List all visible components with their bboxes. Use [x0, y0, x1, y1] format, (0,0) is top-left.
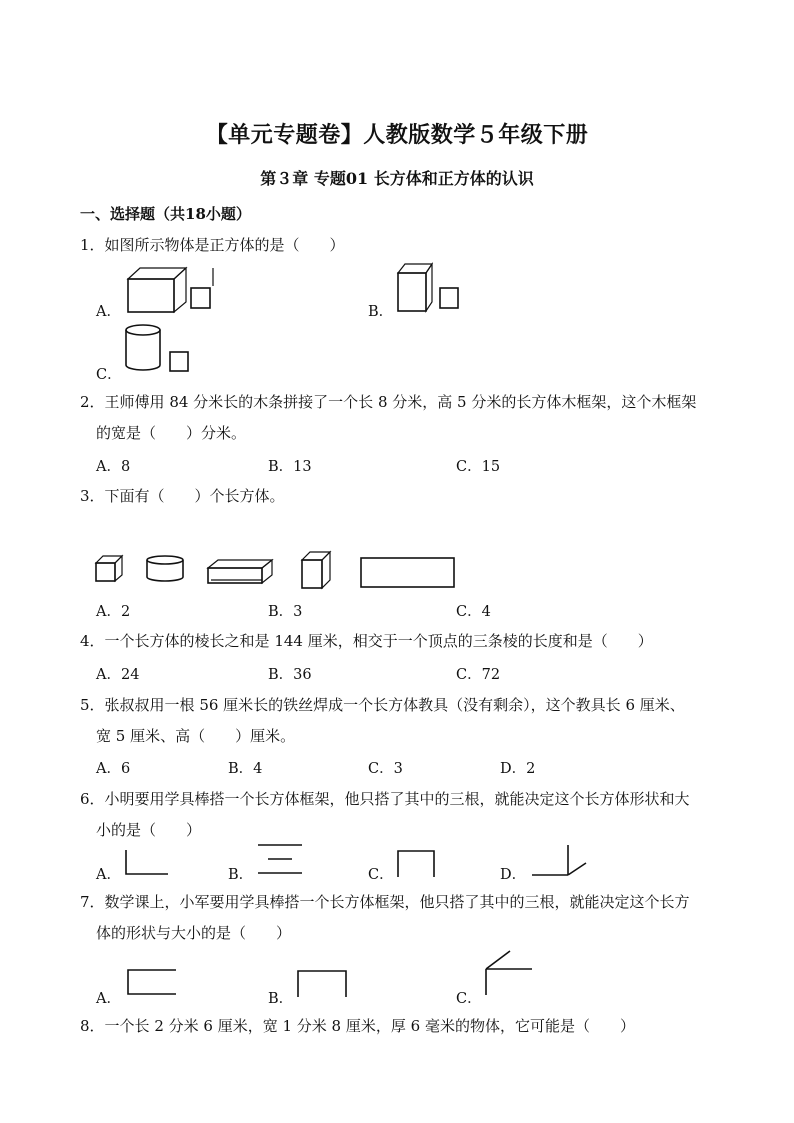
- question-number: 4．: [80, 632, 105, 650]
- corner-three-edges-icon[interactable]: [530, 843, 590, 879]
- corner-three-edges-icon[interactable]: [482, 949, 536, 999]
- open-bottom-frame-icon[interactable]: [396, 849, 438, 879]
- question-stem: 张叔叔用一根 56 厘米长的铁丝焊成一个长方体教具（没有剩余），这个教具长 6 厘米、: [104, 696, 685, 714]
- open-left-bracket-icon[interactable]: [124, 848, 170, 878]
- option-b[interactable]: B．36: [268, 667, 312, 683]
- open-right-bracket-icon[interactable]: [126, 968, 180, 998]
- question-stem: 王师傅用 84 分米长的木条拼接了一个长 8 分米，高 5 分米的长方体木框架，这个木框架: [104, 393, 697, 411]
- three-parallel-lines-icon[interactable]: [256, 843, 306, 877]
- question-number: 1．: [80, 236, 105, 254]
- question-stem-continued: 体的形状与大小的是（ ）: [96, 924, 292, 942]
- option-label[interactable]: C．: [456, 991, 482, 1007]
- option-a[interactable]: A．8: [96, 459, 131, 475]
- option-c[interactable]: C．3: [368, 761, 403, 777]
- question-stem: 一个长方体的棱长之和是 144 厘米，相交于一个顶点的三条棱的长度和是（ ）: [104, 632, 653, 650]
- option-label[interactable]: D．: [500, 867, 527, 883]
- tall-cuboid-icon: [300, 550, 336, 590]
- question-number: 2．: [80, 393, 105, 411]
- page-title: 【单元专题卷】人教版数学５年级下册: [205, 122, 589, 148]
- question-stem: 一个长 2 分米 6 厘米，宽 1 分米 8 厘米，厚 6 毫米的物体，它可能是（ ）: [104, 1017, 635, 1035]
- cylinder-with-square-face-icon[interactable]: [124, 324, 194, 374]
- option-label[interactable]: B．: [368, 304, 394, 320]
- option-a[interactable]: A．24: [96, 667, 140, 683]
- option-d[interactable]: D．2: [500, 761, 536, 777]
- option-label[interactable]: B．: [268, 991, 294, 1007]
- question-stem-continued: 小的是（ ）: [96, 821, 202, 839]
- option-label[interactable]: C．: [96, 367, 122, 383]
- option-label[interactable]: A．: [96, 304, 121, 320]
- question-stem-continued: 的宽是（ ）分米。: [96, 424, 247, 442]
- option-a[interactable]: A．6: [96, 761, 131, 777]
- option-c[interactable]: C．4: [456, 604, 491, 620]
- question-stem: 数学课上，小军要用学具棒搭一个长方体框架，他只搭了其中的三根，就能决定这个长方: [104, 893, 690, 911]
- question-number: 8．: [80, 1017, 105, 1035]
- question-number: 5．: [80, 696, 105, 714]
- option-label[interactable]: C．: [368, 867, 394, 883]
- cylinder-icon: [146, 555, 186, 585]
- section-heading: 一、选择题（共18小题）: [80, 205, 251, 223]
- rectangle-icon: [360, 557, 456, 589]
- flat-cuboid-icon: [206, 558, 276, 586]
- question-number: 7．: [80, 893, 105, 911]
- option-label[interactable]: A．: [96, 867, 121, 883]
- page-subtitle: 第３章 专题01 长方体和正方体的认识: [260, 169, 534, 188]
- cuboid-with-square-face-icon[interactable]: [126, 266, 216, 314]
- option-c[interactable]: C．72: [456, 667, 501, 683]
- question-stem-continued: 宽 5 厘米、高（ ）厘米。: [96, 727, 296, 745]
- option-b[interactable]: B．13: [268, 459, 312, 475]
- question-number: 3．: [80, 487, 105, 505]
- option-b[interactable]: B．3: [268, 604, 303, 620]
- question-number: 6．: [80, 790, 105, 808]
- question-stem: 如图所示物体是正方体的是（ ）: [104, 236, 345, 254]
- cube-icon: [95, 555, 125, 583]
- option-label[interactable]: A．: [96, 991, 121, 1007]
- question-stem: 小明要用学具棒搭一个长方体框架，他只搭了其中的三根，就能决定这个长方体形状和大: [104, 790, 690, 808]
- tall-cuboid-with-square-face-icon[interactable]: [396, 262, 466, 314]
- question-stem: 下面有（ ）个长方体。: [104, 487, 285, 505]
- option-b[interactable]: B．4: [228, 761, 263, 777]
- open-bottom-frame-icon[interactable]: [296, 969, 350, 999]
- option-a[interactable]: A．2: [96, 604, 131, 620]
- option-label[interactable]: B．: [228, 867, 254, 883]
- option-c[interactable]: C．15: [456, 459, 501, 475]
